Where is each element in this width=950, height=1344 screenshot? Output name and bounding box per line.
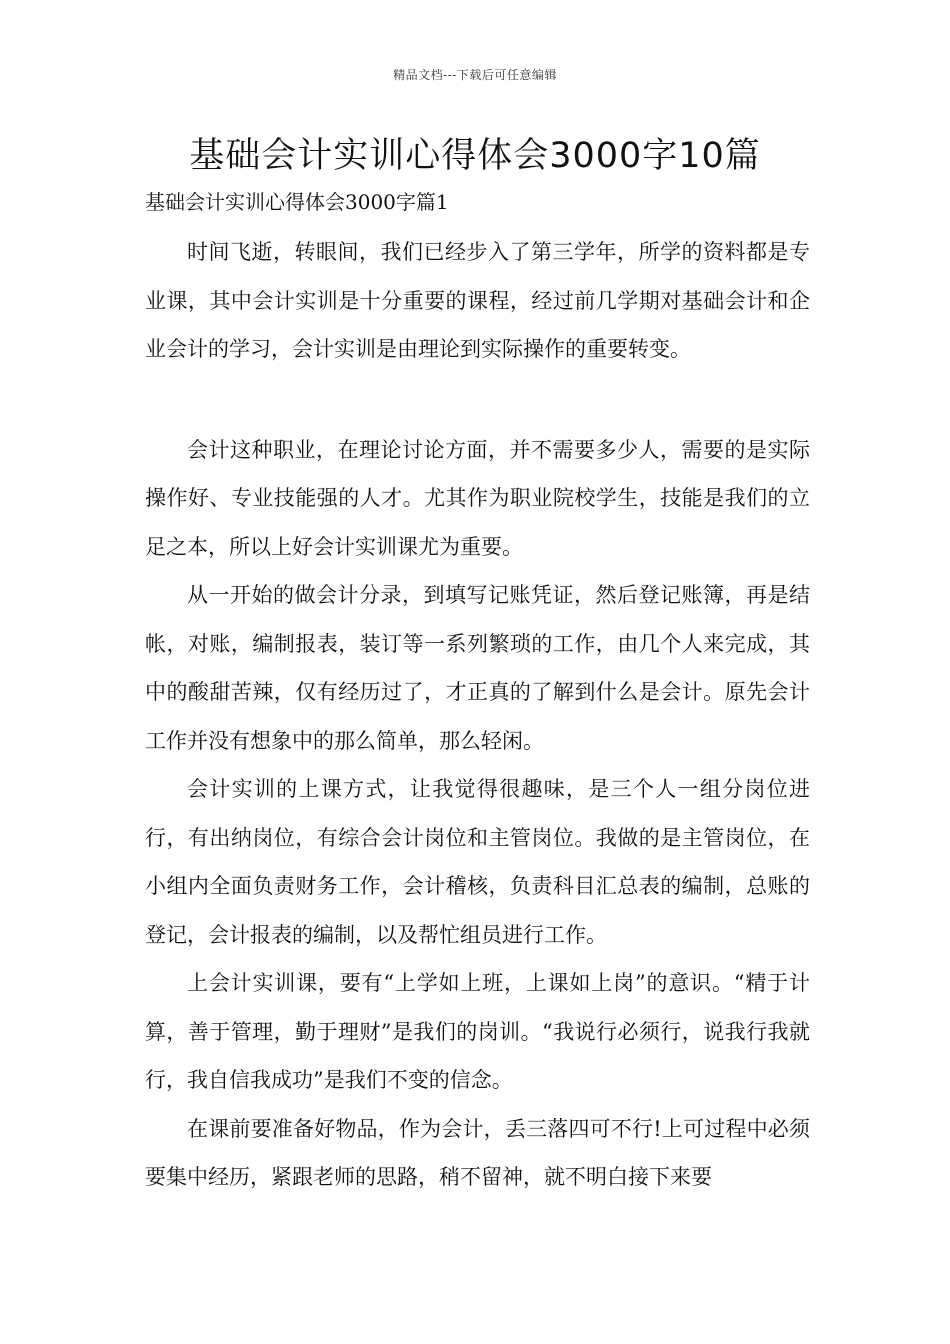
paragraph: 在课前要准备好物品，作为会计，丢三落四可不行!上可过程中必须要集中经历，紧跟老师的思路，稍不留神，就不明白接下来要 — [145, 1116, 810, 1189]
paragraph: 从一开始的做会计分录，到填写记账凭证，然后登记账簿，再是结帐，对账，编制报表，装订等一系列繁琐的工作，由几个人来完成，其中的酸甜苦辣，仅有经历过了，才正真的了解到什么是会计。原先会计工作并没有想象中的那么简单，那么轻闲。 — [145, 583, 810, 753]
paragraph: 上会计实训课，要有“上学如上班，上课如上岗”的意识。“精于计算，善于管理，勤于理财”是我们的岗训。“我说行必须行，说我行我就行，我自信我成功”是我们不变的信念。 — [145, 971, 810, 1092]
document-body — [145, 228, 810, 1202]
paragraph: 时间飞逝，转眼间，我们已经步入了第三学年，所学的资料都是专业课，其中会计实训是十分重要的课程，经过前几学期对基础会计和企业会计的学习，会计实训是由理论到实际操作的重要转变。 — [145, 240, 810, 361]
paragraph: 会计这种职业，在理论讨论方面，并不需要多少人，需要的是实际操作好、专业技能强的人才。尤其作为职业院校学生，技能是我们的立足之本，所以上好会计实训课尤为重要。 — [145, 437, 810, 559]
paragraph-gap — [145, 374, 810, 426]
header-watermark: 精品文档---下载后可任意编辑 — [393, 68, 557, 82]
section-subtitle: 基础会计实训心得体会3000字篇1 — [145, 190, 449, 214]
paragraph: 会计实训的上课方式，让我觉得很趣味，是三个人一组分岗位进行，有出纳岗位，有综合会计岗位和主管岗位。我做的是主管岗位，在小组内全面负责财务工作，会计稽核，负责科目汇总表的编制，总账的登记，会计报表的编制，以及帮忙组员进行工作。 — [145, 777, 810, 947]
document-title: 基础会计实训心得体会3000字10篇 — [189, 136, 761, 176]
